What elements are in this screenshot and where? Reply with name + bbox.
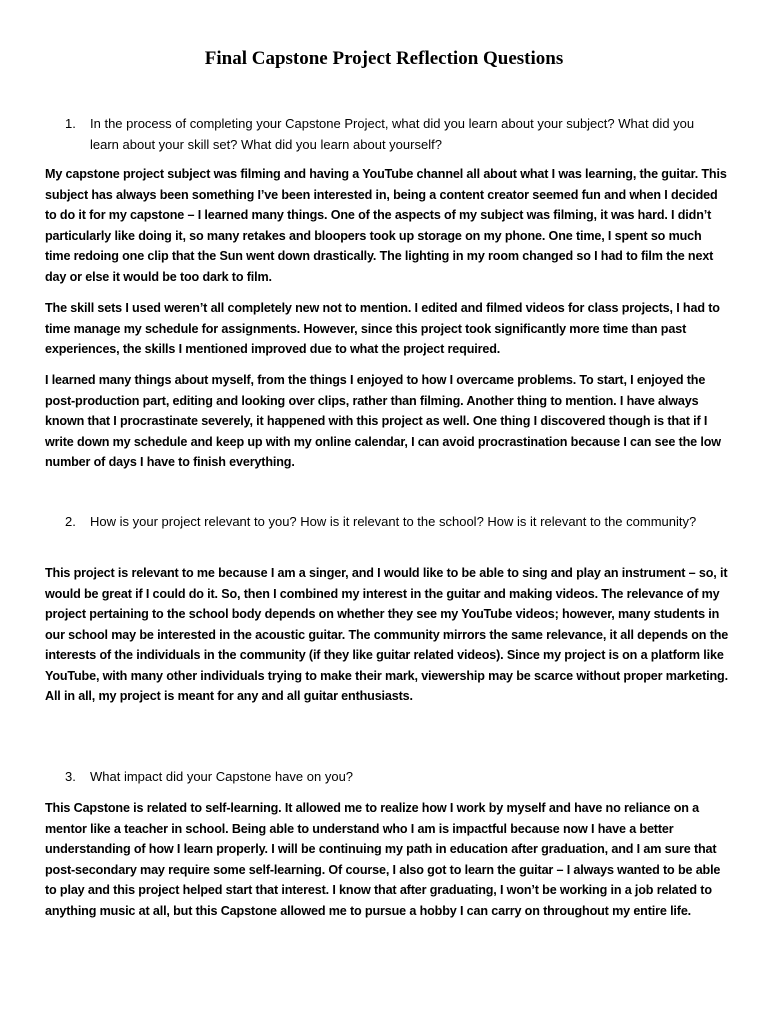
question-2 [65,512,725,533]
answer-1-paragraph-1: My capstone project subject was filming and having a YouTube channel all about what I was learning, the guitar. This subject has always been something I’ve been interested in, being a content creator seemed fun and when I decided to do it for my capstone – I learned many things. One of the aspects of my subject was filming, it was hard. I didn’t particularly like doing it, so many retakes and bloopers took up storage on my phone. One time, I spent so much time redoing one clip that the Sun went down drastically. The lighting in my room changed so I had to film the next day or else it would be too dark to film. [45,167,727,284]
answer-3-paragraph-1: This Capstone is related to self-learning. It allowed me to realize how I work by myself and have no reliance on a mentor like a teacher in school. Being able to understand who I am is impactful because now I have a better understanding of how I learn properly. I will be continuing my path in education after graduation, and I am sure that post-secondary may require some self-learning. Of course, I also got to learn the guitar – I always wanted to be able to play and this project helped start that interest. I know that after graduating, I won’t be working in a job related to anything music at all, but this Capstone allowed me to pursue a hobby I can carry on throughout my entire life. [45,801,721,918]
question-number: 1. [65,116,76,131]
answer-1-paragraph-2: The skill sets I used weren’t all completely new not to mention. I edited and filmed videos for class projects, I had to time manage my schedule for assignments. However, since this project took significantly more time than past experiences, the skills I mentioned improved due to what the project required. [45,301,720,356]
answer-1-paragraph-3: I learned many things about myself, from the things I enjoyed to how I overcame problems. To start, I enjoyed the post-production part, editing and looking over clips, rather than filming. Another thing to mention. I have always known that I procrastinate severely, it happened with this project as well. One thing I discovered though is that if I write down my schedule and keep up with my online calendar, I can avoid procrastination because I can see the low number of days I have to finish everything. [45,373,721,469]
question-text: How is your project relevant to you? How is it relevant to the school? How is it relevant to the community? [90,514,697,529]
question-text: In the process of completing your Capstone Project, what did you learn about your subject? What did you learn about your skill set? What did you learn about yourself? [90,116,695,152]
question-number: 2. [65,514,76,529]
question-1 [65,114,725,155]
question-text: What impact did your Capstone have on you? [90,769,354,784]
answer-2-paragraph-1: This project is relevant to me because I am a singer, and I would like to be able to sing and play an instrument – so, it would be great if I could do it. So, then I combined my interest in the guitar and making videos. The relevance of my project pertaining to the school body depends on whether they see my YouTube videos; however, many students in our school may be interested in the acoustic guitar. The community mirrors the same relevance, it all depends on the interests of the individuals in the community (if they like guitar related videos). Since my project is on a platform like YouTube, with many other individuals trying to make their mark, viewership may be scarce without proper marketing. All in all, my project is meant for any and all guitar enthusiasts. [45,566,729,703]
question-3 [65,767,725,788]
document-title: Final Capstone Project Reflection Questions [204,48,564,69]
question-number: 3. [65,769,76,784]
